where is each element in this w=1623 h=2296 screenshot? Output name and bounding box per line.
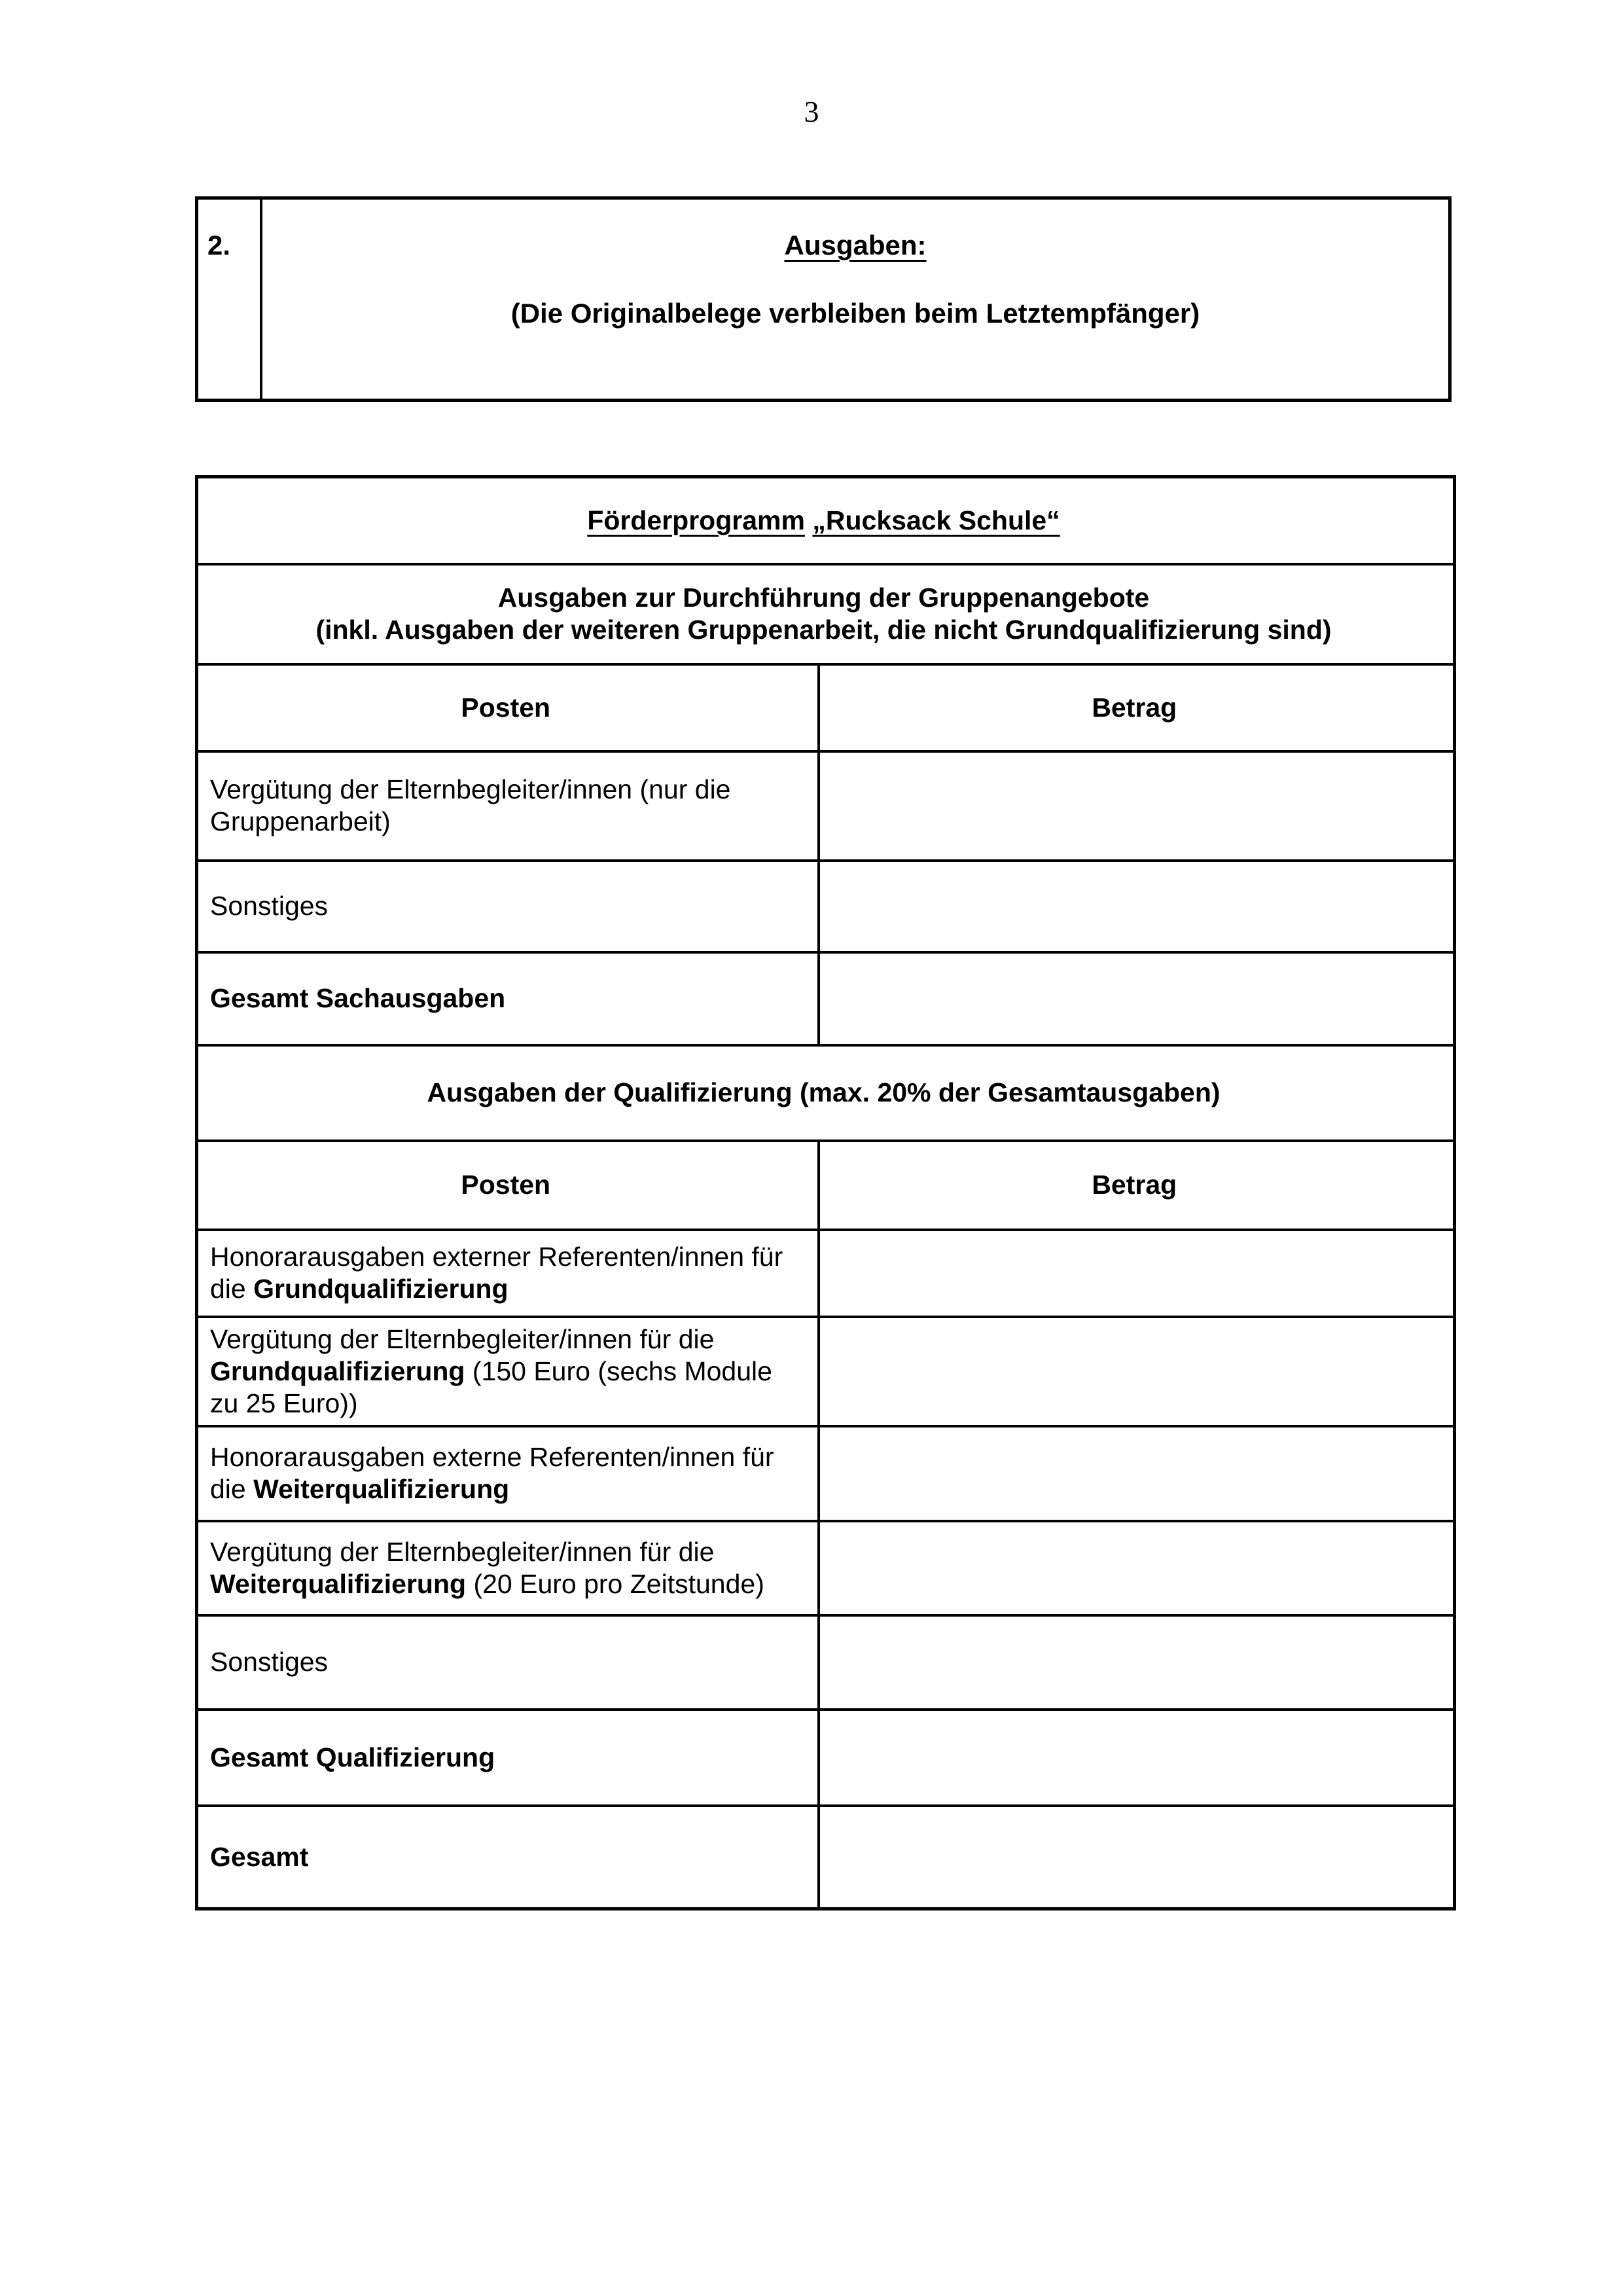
section1-heading-line1: Ausgaben zur Durchführung der Gruppenangebote xyxy=(497,583,1150,613)
section1-column-header-row xyxy=(197,664,1455,751)
row-verguetung-gruppenarbeit xyxy=(197,751,1455,861)
section1-heading-row xyxy=(197,564,1455,664)
label-gesamt-sachausgaben: Gesamt Sachausgaben xyxy=(197,952,819,1045)
row-gesamt xyxy=(197,1806,1455,1909)
label-sonstiges-1: Sonstiges xyxy=(197,861,819,952)
label-honorar-weiterqualifizierung xyxy=(197,1426,819,1521)
label-honorar-grund-bold: Grundqualifizierung xyxy=(253,1274,508,1304)
betrag-verguetung-gruppenarbeit xyxy=(819,751,1455,861)
item-number: 2. xyxy=(198,200,262,399)
program-title-part1: Förderprogramm xyxy=(587,505,805,535)
label-honorar-weiter-pre: Honorarausgaben externe Referenten/innen für die xyxy=(210,1442,774,1504)
label-honorar-grundqualifizierung xyxy=(197,1230,819,1317)
label-sonstiges-2: Sonstiges xyxy=(197,1615,819,1710)
row-gesamt-sachausgaben xyxy=(197,952,1455,1045)
label-verguetung-grundqualifizierung xyxy=(197,1317,819,1426)
row-gesamt-qualifizierung xyxy=(197,1710,1455,1806)
betrag-honorar-weiterqualifizierung xyxy=(819,1426,1455,1521)
section2-betrag-header: Betrag xyxy=(819,1141,1455,1230)
betrag-verguetung-grundqualifizierung xyxy=(819,1317,1455,1426)
betrag-verguetung-weiterqualifizierung xyxy=(819,1521,1455,1615)
betrag-sonstiges-1 xyxy=(819,861,1455,952)
row-honorar-weiterqualifizierung xyxy=(197,1426,1455,1521)
section2-posten-header: Posten xyxy=(197,1141,819,1230)
section1-betrag-header: Betrag xyxy=(819,664,1455,751)
program-title-row xyxy=(197,477,1455,564)
betrag-gesamt-qualifizierung xyxy=(819,1710,1455,1806)
section1-heading-cell xyxy=(197,564,1455,664)
label-verguetung-grund-post: (150 Euro (sechs Module zu 25 Euro)) xyxy=(210,1355,772,1418)
label-gesamt-qualifizierung: Gesamt Qualifizierung xyxy=(197,1710,819,1806)
betrag-sonstiges-2 xyxy=(819,1615,1455,1710)
label-gesamt: Gesamt xyxy=(197,1806,819,1909)
item-box-subtitle: (Die Originalbelege verbleiben beim Letztempfänger) xyxy=(510,298,1200,329)
betrag-gesamt xyxy=(819,1806,1455,1909)
expenses-table xyxy=(195,475,1456,1910)
page-number: 3 xyxy=(804,95,819,128)
section2-heading-row xyxy=(197,1045,1455,1141)
program-title-cell xyxy=(197,477,1455,564)
label-verguetung-weiter-pre: Vergütung der Elternbegleiter/innen für die xyxy=(210,1536,715,1567)
row-sonstiges-1 xyxy=(197,861,1455,952)
section2-column-header-row xyxy=(197,1141,1455,1230)
row-verguetung-grundqualifizierung xyxy=(197,1317,1455,1426)
item-box-body xyxy=(262,200,1448,399)
section2-heading-cell: Ausgaben der Qualifizierung (max. 20% der Gesamtausgaben) xyxy=(197,1045,1455,1141)
label-verguetung-grund-pre: Vergütung der Elternbegleiter/innen für die xyxy=(210,1323,715,1354)
betrag-honorar-grundqualifizierung xyxy=(819,1230,1455,1317)
label-honorar-grund-pre: Honorarausgaben externer Referenten/innen für die xyxy=(210,1242,783,1304)
item-box-title: Ausgaben: xyxy=(784,230,927,260)
section1-posten-header: Posten xyxy=(197,664,819,751)
betrag-gesamt-sachausgaben xyxy=(819,952,1455,1045)
label-honorar-weiter-bold: Weiterqualifizierung xyxy=(253,1474,510,1504)
row-honorar-grundqualifizierung xyxy=(197,1230,1455,1317)
label-verguetung-weiter-bold: Weiterqualifizierung xyxy=(210,1568,467,1599)
section1-heading-line2: (inkl. Ausgaben der weiteren Gruppenarbeit, die nicht Grundqualifizierung sind) xyxy=(315,615,1332,645)
row-verguetung-weiterqualifizierung xyxy=(197,1521,1455,1615)
label-verguetung-weiterqualifizierung xyxy=(197,1521,819,1615)
item-box-ausgaben xyxy=(195,196,1452,402)
label-verguetung-weiter-post: (20 Euro pro Zeitstunde) xyxy=(466,1568,764,1599)
label-verguetung-gruppenarbeit: Vergütung der Elternbegleiter/innen (nur die Gruppenarbeit) xyxy=(197,751,819,861)
row-sonstiges-2 xyxy=(197,1615,1455,1710)
label-verguetung-grund-bold: Grundqualifizierung xyxy=(210,1355,465,1386)
program-title-part2: „Rucksack Schule“ xyxy=(812,505,1060,535)
